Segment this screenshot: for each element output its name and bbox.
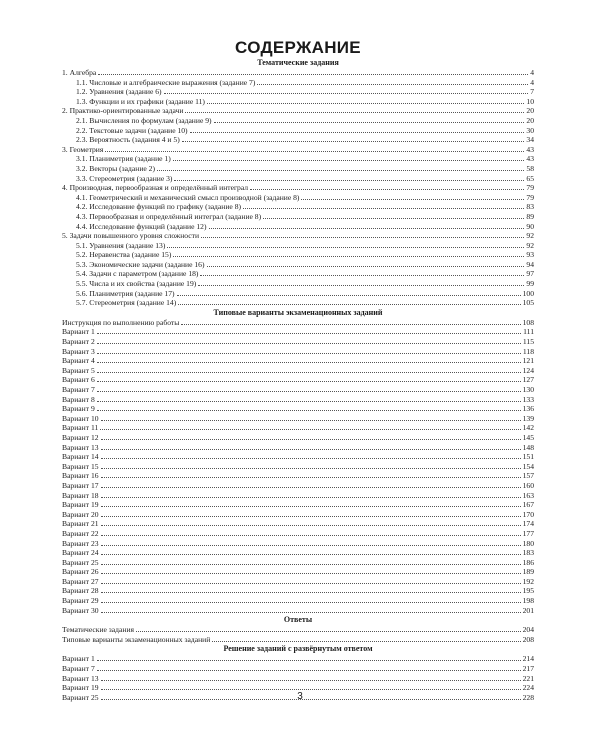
toc-entry[interactable] [62,154,534,164]
toc-entry-page: 198 [522,596,534,606]
dot-leader [198,285,524,286]
dot-leader [101,420,521,421]
toc-entry[interactable] [62,241,534,251]
toc-entry[interactable] [62,481,534,491]
toc-entry-page: 167 [522,500,534,510]
toc-entry[interactable] [62,529,534,539]
toc-entry-page: 58 [526,163,534,173]
toc-entry[interactable] [62,231,534,241]
toc-entry-label: Вариант 2 [62,337,95,347]
toc-entry-page: 180 [522,538,534,548]
toc-entry-label: Вариант 11 [62,423,99,433]
dot-leader [97,410,521,411]
toc-entry-page: 186 [522,557,534,567]
toc-entry-label: Вариант 22 [62,528,99,538]
dot-leader [101,592,521,593]
dot-leader [101,477,521,478]
toc-entry-page: 160 [522,480,534,490]
toc-entry-page: 92 [526,231,534,241]
toc-entry-page: 20 [526,106,534,116]
toc-entry[interactable] [62,577,534,587]
toc-entry-page: 177 [522,528,534,538]
toc-entry-label: Вариант 12 [62,432,99,442]
toc-entry-page: 189 [522,567,534,577]
toc-entry-page: 100 [522,288,534,298]
toc-page [62,38,534,702]
toc-entry[interactable] [62,606,534,616]
toc-entry-label: Вариант 13 [62,673,99,683]
toc-entry-label: 5.1. Уравнения (задание 13) [76,240,166,250]
dot-leader [101,545,521,546]
toc-entry-page: 94 [526,259,534,269]
toc-entry-label: 5.6. Планиметрия (задание 17) [76,288,175,298]
toc-entry-page: 145 [522,432,534,442]
toc-entry-label: Вариант 6 [62,375,95,385]
toc-entry-page: 93 [526,250,534,260]
toc-entry-page: 130 [522,385,534,394]
toc-entry-page: 115 [522,337,534,347]
dot-leader [136,631,521,632]
toc-entry-page: 108 [522,317,534,327]
dot-leader [101,487,521,488]
toc-entry[interactable] [62,375,534,385]
toc-entry-label: Вариант 26 [62,567,99,577]
toc-entry-label: 1. Алгебра [62,68,97,77]
toc-entry[interactable] [62,596,534,606]
toc-entry-page: 89 [526,211,534,221]
dot-leader [97,362,521,363]
toc-entry[interactable] [62,97,534,107]
toc-entry[interactable] [62,250,534,260]
dot-leader [101,525,521,526]
toc-entry[interactable] [62,106,534,116]
toc-entry-page: 105 [522,298,534,308]
dot-leader [97,372,521,373]
toc-entry[interactable] [62,471,534,481]
dot-leader [97,333,521,334]
toc-entry-label: Вариант 15 [62,461,99,471]
section-heading: Типовые варианты экзаменационных заданий [213,307,383,317]
toc-entry-label: 2. Практико-ориентированные задачи [62,106,184,116]
dot-leader [101,602,521,603]
toc-entry-label: 5.3. Экономические задачи (задание 16) [76,259,205,269]
toc-entry-page: 118 [522,346,534,356]
toc-entry-label: Вариант 25 [62,557,99,567]
toc-entry-label: Вариант 13 [62,442,99,452]
toc-entry[interactable] [62,212,534,222]
toc-entry[interactable] [62,318,534,328]
toc-entry[interactable] [62,423,534,433]
dot-leader [101,506,521,507]
toc-entry-label: Вариант 29 [62,596,99,606]
toc-entry[interactable] [62,452,534,462]
dot-leader [167,247,524,248]
toc-entry-label: 3.2. Векторы (задание 2) [76,163,155,173]
toc-entry-page: 157 [522,471,534,481]
toc-entry-label: Вариант 25 [62,692,99,702]
toc-entry-page: 7 [530,87,534,97]
dot-leader [101,439,521,440]
dot-leader [164,93,529,94]
toc-entry-label: 3.3. Стереометрия (задание 3) [76,173,173,183]
dot-leader [257,84,528,85]
toc-entry-page: 208 [522,634,534,644]
toc-entry-label: 1.1. Числовые и алгебраические выражения (задание 7) [76,77,256,87]
toc-entry[interactable] [62,539,534,549]
toc-entry[interactable] [62,298,534,308]
toc-entry-label: Тематические задания [62,625,135,635]
dot-leader [101,458,521,459]
dot-leader [178,304,520,305]
toc-entry-page: 99 [526,279,534,289]
dot-leader [101,535,521,536]
toc-entry[interactable] [62,356,534,366]
dot-leader [101,612,521,613]
toc-entry-label: Вариант 8 [62,394,95,404]
toc-entry[interactable] [62,183,534,193]
dot-leader [97,391,521,392]
toc-entry-page: 30 [526,125,534,135]
toc-entry-page: 170 [522,509,534,519]
toc-entry-page: 79 [526,192,534,202]
toc-entry[interactable] [62,635,534,645]
toc-entry-page: 4 [530,68,534,77]
table-of-contents [62,58,534,702]
toc-entry-label: Типовые варианты экзаменационных заданий [62,634,211,644]
toc-entry[interactable] [62,558,534,568]
toc-entry[interactable] [62,519,534,529]
toc-entry-page: 133 [522,394,534,404]
dot-leader [185,112,524,113]
toc-entry-page: 65 [526,173,534,183]
toc-entry-page: 136 [522,404,534,414]
dot-leader [200,275,524,276]
toc-entry-label: Вариант 16 [62,471,99,481]
dot-leader [173,256,524,257]
toc-entry[interactable] [62,433,534,443]
toc-entry-label: 4.1. Геометрический и механический смысл производной (задание 8) [76,192,300,202]
toc-entry[interactable] [62,174,534,184]
toc-entry[interactable] [62,87,534,97]
toc-entry-page: 154 [522,461,534,471]
toc-entry[interactable] [62,414,534,424]
toc-entry-page: 90 [526,221,534,231]
toc-entry-page: 204 [522,625,534,635]
dot-leader [97,381,521,382]
toc-entry-label: 3. Геометрия [62,144,104,154]
toc-entry-label: 5. Задачи повышенного уровня сложности [62,231,200,241]
toc-entry-label: Вариант 18 [62,490,99,500]
toc-entry-page: 192 [522,576,534,586]
toc-entry-page: 20 [526,115,534,125]
toc-entry-label: Вариант 7 [62,385,95,394]
dot-leader [212,641,520,642]
toc-entry-label: 1.3. Функции и их графики (задание 11) [76,96,205,106]
toc-entry-page: 124 [522,365,534,375]
toc-entry[interactable] [62,491,534,501]
dot-leader [101,573,521,574]
toc-entry-label: Вариант 5 [62,365,95,375]
toc-entry-label: Вариант 10 [62,413,99,423]
toc-entry-page: 92 [526,240,534,250]
toc-entry[interactable] [62,279,534,289]
section-heading: Тематические задания [257,58,339,67]
toc-entry-page: 83 [526,202,534,212]
dot-leader [101,554,521,555]
dot-leader [201,237,524,238]
toc-entry[interactable] [62,289,534,299]
toc-entry-label: 4.2. Исследование функций по графику (задание 8) [76,202,242,212]
dot-leader [97,670,521,671]
toc-entry[interactable] [62,116,534,126]
toc-entry-page: 139 [522,413,534,423]
dot-leader [98,74,528,75]
toc-entry-label: 2.2. Текстовые задачи (задание 10) [76,125,188,135]
toc-entry-page: 43 [526,144,534,154]
toc-entry[interactable] [62,269,534,279]
toc-entry-label: Вариант 28 [62,586,99,596]
dot-leader [97,343,521,344]
toc-entry-label: 5.4. Задачи с параметром (задание 18) [76,269,199,279]
toc-entry-page: 79 [526,183,534,193]
toc-entry[interactable] [62,78,534,88]
toc-entry-label: Вариант 20 [62,509,99,519]
dot-leader [101,468,521,469]
toc-entry-page: 121 [522,356,534,366]
toc-entry[interactable] [62,443,534,453]
toc-entry-label: 5.7. Стереометрия (задание 14) [76,298,177,308]
dot-leader [214,122,525,123]
toc-entry-label: 4.4. Исследование функций (задание 12) [76,221,207,231]
toc-entry[interactable] [62,395,534,405]
dot-leader [101,680,521,681]
toc-entry-label: 2.1. Вычисления по формулам (задание 9) [76,115,212,125]
dot-leader [190,132,525,133]
dot-leader [207,266,525,267]
toc-entry-page: 97 [526,269,534,279]
toc-entry[interactable] [62,126,534,136]
dot-leader [105,151,524,152]
toc-entry-label: Вариант 17 [62,480,99,490]
dot-leader [301,199,524,200]
toc-entry-label: Вариант 19 [62,500,99,510]
section-heading: Решение заданий с развёрнутым ответом [223,644,373,654]
toc-entry-label: 1.2. Уравнения (задание 6) [76,87,162,97]
toc-entry-label: Вариант 24 [62,548,99,558]
dot-leader [101,564,521,565]
toc-entry[interactable] [62,260,534,270]
page-title: СОДЕРЖАНИЕ [235,38,361,57]
toc-entry[interactable] [62,327,534,337]
toc-entry[interactable] [62,548,534,558]
dot-leader [101,449,521,450]
toc-entry-page: 34 [526,135,534,145]
toc-entry[interactable] [62,347,534,357]
toc-entry-page: 151 [522,452,534,462]
dot-leader [97,660,521,661]
toc-entry[interactable] [62,567,534,577]
toc-entry-page: 10 [526,96,534,106]
toc-entry-page: 127 [522,375,534,385]
toc-entry-label: Вариант 3 [62,346,95,356]
toc-entry-label: 4. Производная, первообразная и определённый интеграл [62,183,249,193]
toc-entry-page: 195 [522,586,534,596]
dot-leader [182,141,525,142]
toc-entry[interactable] [62,500,534,510]
toc-entry-label: Вариант 9 [62,404,95,414]
toc-entry[interactable] [62,654,534,664]
toc-entry-label: Вариант 27 [62,576,99,586]
toc-entry[interactable] [62,135,534,145]
toc-entry[interactable] [62,164,534,174]
dot-leader [97,353,521,354]
toc-entry-page: 221 [522,673,534,683]
toc-entry-label: 2.3. Вероятность (задания 4 и 5) [76,135,180,145]
toc-entry[interactable] [62,510,534,520]
toc-entry-page: 224 [522,683,534,693]
toc-entry-page: 214 [522,654,534,664]
toc-entry-label: Вариант 21 [62,519,99,529]
toc-entry-label: 3.1. Планиметрия (задание 1) [76,154,171,164]
toc-entry-page: 43 [526,154,534,164]
toc-entry-label: 4.3. Первообразная и определённый интеграл (задание 8) [76,211,262,221]
toc-entry-page: 142 [522,423,534,433]
toc-entry[interactable] [62,145,534,155]
toc-entry-page: 163 [522,490,534,500]
dot-leader [101,583,521,584]
toc-entry[interactable] [62,366,534,376]
dot-leader [173,160,525,161]
toc-entry-label: 5.5. Числа и их свойства (задание 19) [76,279,197,289]
toc-entry[interactable] [62,385,534,395]
dot-leader [101,516,521,517]
toc-entry[interactable] [62,664,534,674]
toc-entry-label: Вариант 14 [62,452,99,462]
toc-entry[interactable] [62,404,534,414]
toc-entry[interactable] [62,674,534,684]
dot-leader [177,295,521,296]
dot-leader [207,103,524,104]
toc-entry-label: 5.2. Неравенства (задание 15) [76,250,172,260]
dot-leader [174,180,524,181]
section-heading: Ответы [283,615,313,625]
toc-entry-label: Инструкция по выполнению работы [62,317,180,327]
toc-entry-label: Вариант 19 [62,683,99,693]
dot-leader [157,170,524,171]
toc-entry-label: Вариант 1 [62,327,95,337]
dot-leader [101,497,521,498]
toc-entry[interactable] [62,68,534,78]
toc-entry-page: 174 [522,519,534,529]
dot-leader [250,189,524,190]
toc-entry-page: 148 [522,442,534,452]
toc-entry-label: Вариант 4 [62,356,95,366]
toc-entry-page: 4 [530,77,534,87]
dot-leader [97,401,521,402]
dot-leader [209,228,525,229]
toc-entry[interactable] [62,193,534,203]
toc-entry-page: 111 [523,327,534,337]
toc-entry[interactable] [62,462,534,472]
toc-entry[interactable] [62,222,534,232]
toc-entry-label: Вариант 1 [62,654,95,664]
toc-entry[interactable] [62,625,534,635]
dot-leader [263,218,524,219]
toc-entry-label: Вариант 23 [62,538,99,548]
dot-leader [243,208,524,209]
toc-entry[interactable] [62,586,534,596]
toc-entry[interactable] [62,202,534,212]
toc-entry-page: 228 [522,692,534,702]
toc-entry[interactable] [62,337,534,347]
dot-leader [100,429,520,430]
toc-entry-page: 201 [522,605,534,615]
dot-leader [181,324,520,325]
toc-entry-page: 183 [522,548,534,558]
page-number: 3 [297,691,303,702]
toc-entry-page: 217 [522,664,534,674]
toc-entry-label: Вариант 7 [62,664,95,674]
toc-entry-label: Вариант 30 [62,605,99,615]
